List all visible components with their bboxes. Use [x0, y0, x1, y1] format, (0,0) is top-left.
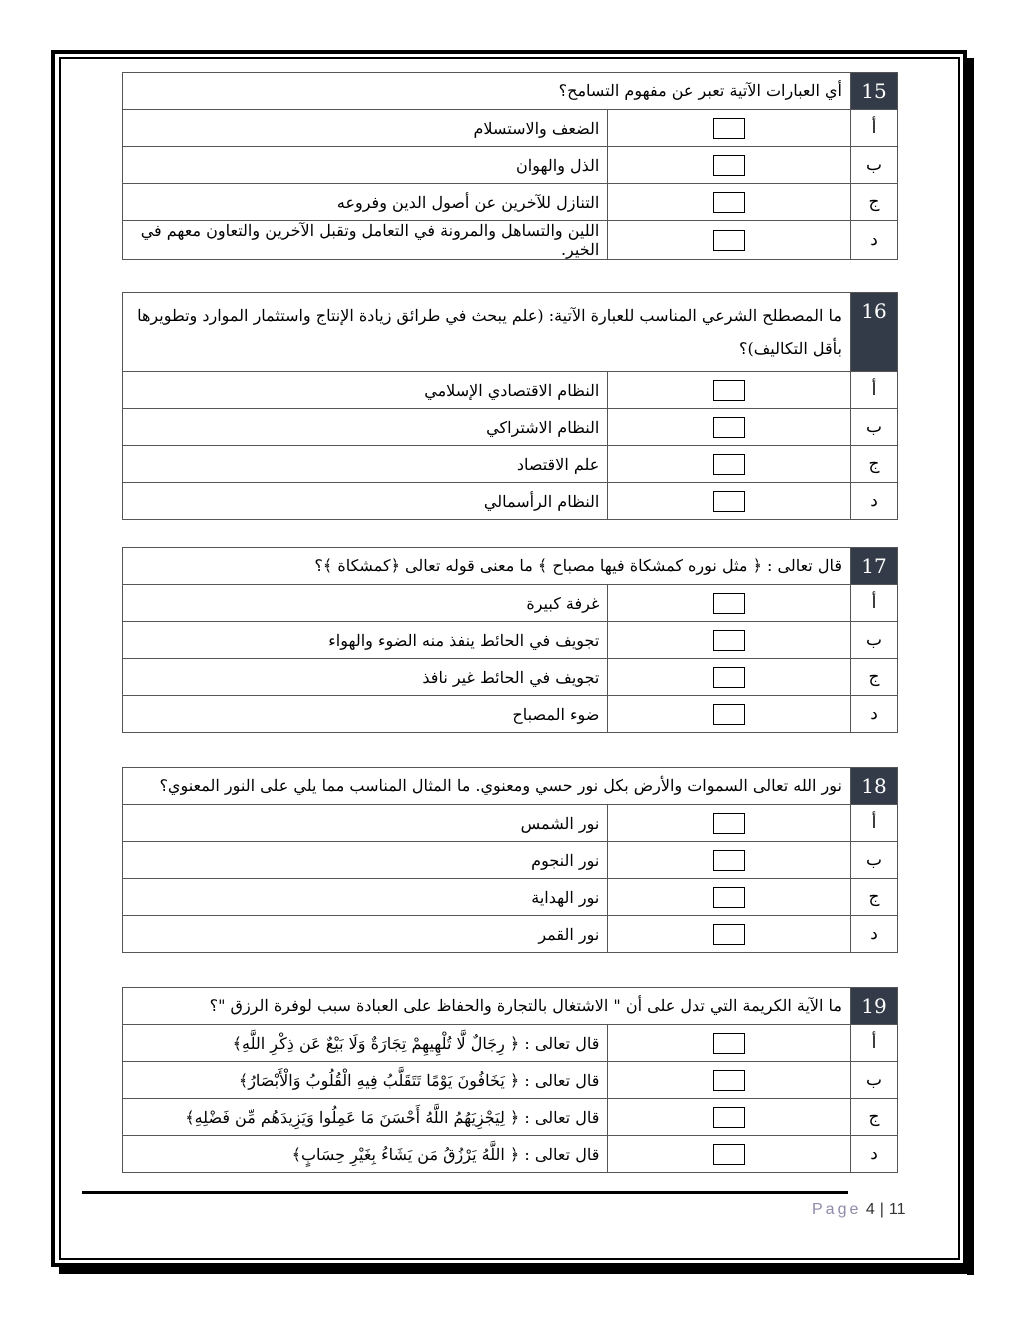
option-checkbox-cell[interactable] [608, 1099, 851, 1136]
option-text: ضوء المصباح [123, 696, 608, 733]
option-checkbox-cell[interactable] [608, 622, 851, 659]
option-letter: أ [851, 110, 898, 147]
answer-checkbox[interactable] [713, 1144, 745, 1165]
option-text: نور الشمس [123, 805, 608, 842]
question-16-table [122, 292, 898, 520]
option-row [123, 585, 898, 622]
question-header-row [123, 293, 898, 372]
answer-checkbox[interactable] [713, 1070, 745, 1091]
option-checkbox-cell[interactable] [608, 221, 851, 260]
question-18-table [122, 767, 898, 953]
question-text: أي العبارات الآتية تعبر عن مفهوم التسامح؟ [123, 73, 851, 110]
option-checkbox-cell[interactable] [608, 1062, 851, 1099]
option-checkbox-cell[interactable] [608, 696, 851, 733]
option-row [123, 805, 898, 842]
footer-divider [82, 1191, 848, 1194]
option-row [123, 1062, 898, 1099]
option-row [123, 483, 898, 520]
option-letter: أ [851, 805, 898, 842]
answer-checkbox[interactable] [713, 380, 745, 401]
option-letter: أ [851, 585, 898, 622]
answer-checkbox[interactable] [713, 704, 745, 725]
question-text: قال تعالى : ﴿ مثل نوره كمشكاة فيها مصباح ﴾ ما معنى قوله تعالى ﴿كمشكاة ﴾؟ [123, 548, 851, 585]
option-letter: ج [851, 879, 898, 916]
page-footer [812, 1201, 906, 1219]
option-row [123, 372, 898, 409]
answer-checkbox[interactable] [713, 1107, 745, 1128]
question-17-table [122, 547, 898, 733]
answer-checkbox[interactable] [713, 593, 745, 614]
option-row [123, 659, 898, 696]
question-number: 18 [851, 768, 898, 805]
option-checkbox-cell[interactable] [608, 1025, 851, 1062]
option-row [123, 1136, 898, 1173]
option-checkbox-cell[interactable] [608, 147, 851, 184]
option-text: قال تعالى : ﴿ لِيَجْزِيَهُمُ اللَّهُ أَحْسَنَ مَا عَمِلُوا وَيَزِيدَهُم مِّن فَضْلِهِ﴾ [123, 1099, 608, 1136]
total-pages: 11 [888, 1201, 906, 1218]
option-text: قال تعالى : ﴿ رِجَالٌ لَّا تُلْهِيهِمْ تِجَارَةٌ وَلَا بَيْعٌ عَن ذِكْرِ اللَّهِ﴾ [123, 1025, 608, 1062]
page-border-shadow-right [967, 58, 974, 1275]
question-number: 15 [851, 73, 898, 110]
option-checkbox-cell[interactable] [608, 842, 851, 879]
answer-checkbox[interactable] [713, 1033, 745, 1054]
option-text: التنازل للآخرين عن أصول الدين وفروعه [123, 184, 608, 221]
option-text: نور الهداية [123, 879, 608, 916]
option-letter: ب [851, 1062, 898, 1099]
answer-checkbox[interactable] [713, 491, 745, 512]
option-checkbox-cell[interactable] [608, 585, 851, 622]
option-checkbox-cell[interactable] [608, 372, 851, 409]
option-checkbox-cell[interactable] [608, 879, 851, 916]
option-row [123, 622, 898, 659]
option-letter: د [851, 916, 898, 953]
option-checkbox-cell[interactable] [608, 916, 851, 953]
option-letter: د [851, 696, 898, 733]
answer-checkbox[interactable] [713, 192, 745, 213]
option-text: اللين والتساهل والمرونة في التعامل وتقبل الآخرين والتعاون معهم في الخير. [123, 221, 608, 260]
option-row [123, 409, 898, 446]
answer-checkbox[interactable] [713, 230, 745, 251]
option-row [123, 221, 898, 260]
option-letter: د [851, 1136, 898, 1173]
option-text: قال تعالى : ﴿ اللَّهُ يَرْزُقُ مَن يَشَاءُ بِغَيْرِ حِسَابٍ﴾ [123, 1136, 608, 1173]
question-15-table [122, 72, 898, 260]
option-checkbox-cell[interactable] [608, 409, 851, 446]
question-header-row [123, 988, 898, 1025]
option-text: قال تعالى : ﴿ يَخَافُونَ يَوْمًا تَتَقَلَّبُ فِيهِ الْقُلُوبُ وَالْأَبْصَارُ﴾ [123, 1062, 608, 1099]
question-header-row [123, 548, 898, 585]
option-checkbox-cell[interactable] [608, 805, 851, 842]
option-text: غرفة كبيرة [123, 585, 608, 622]
answer-checkbox[interactable] [713, 417, 745, 438]
option-row [123, 879, 898, 916]
option-row [123, 110, 898, 147]
option-letter: ج [851, 659, 898, 696]
page-label: Page [812, 1201, 862, 1218]
option-row [123, 916, 898, 953]
question-number: 17 [851, 548, 898, 585]
option-text: النظام الاقتصادي الإسلامي [123, 372, 608, 409]
option-checkbox-cell[interactable] [608, 659, 851, 696]
option-letter: د [851, 483, 898, 520]
answer-checkbox[interactable] [713, 630, 745, 651]
page-border-shadow-bottom [59, 1267, 974, 1274]
question-number: 19 [851, 988, 898, 1025]
answer-checkbox[interactable] [713, 813, 745, 834]
question-19-table [122, 987, 898, 1173]
option-row [123, 147, 898, 184]
option-checkbox-cell[interactable] [608, 184, 851, 221]
option-text: نور النجوم [123, 842, 608, 879]
option-checkbox-cell[interactable] [608, 483, 851, 520]
option-text: النظام الاشتراكي [123, 409, 608, 446]
option-text: تجويف في الحائط غير نافذ [123, 659, 608, 696]
option-row [123, 1099, 898, 1136]
option-checkbox-cell[interactable] [608, 1136, 851, 1173]
option-row [123, 842, 898, 879]
option-letter: ب [851, 409, 898, 446]
option-checkbox-cell[interactable] [608, 446, 851, 483]
question-number: 16 [851, 293, 898, 372]
option-row [123, 696, 898, 733]
question-text: ما المصطلح الشرعي المناسب للعبارة الآتية: (علم يبحث في طرائق زيادة الإنتاج واستثمار الموارد وتطويرها بأقل التكاليف)؟ [123, 293, 851, 372]
page-separator: | [879, 1201, 884, 1218]
option-letter: ج [851, 184, 898, 221]
option-text: الذل والهوان [123, 147, 608, 184]
option-text: الضعف والاستسلام [123, 110, 608, 147]
option-letter: ب [851, 622, 898, 659]
answer-checkbox[interactable] [713, 155, 745, 176]
option-row [123, 184, 898, 221]
option-letter: ج [851, 446, 898, 483]
answer-checkbox[interactable] [713, 118, 745, 139]
current-page-number: 4 [865, 1201, 875, 1218]
answer-checkbox[interactable] [713, 850, 745, 871]
question-header-row [123, 73, 898, 110]
option-letter: ب [851, 147, 898, 184]
answer-checkbox[interactable] [713, 924, 745, 945]
option-row [123, 446, 898, 483]
answer-checkbox[interactable] [713, 887, 745, 908]
option-letter: د [851, 221, 898, 260]
option-text: النظام الرأسمالي [123, 483, 608, 520]
question-text: ما الآية الكريمة التي تدل على أن " الاشتغال بالتجارة والحفاظ على العبادة سبب لوفرة الرزق "؟ [123, 988, 851, 1025]
option-letter: ج [851, 1099, 898, 1136]
option-row [123, 1025, 898, 1062]
question-text: نور الله تعالى السموات والأرض بكل نور حسي ومعنوي. ما المثال المناسب مما يلي على النور المعنوي؟ [123, 768, 851, 805]
option-letter: أ [851, 1025, 898, 1062]
option-letter: أ [851, 372, 898, 409]
option-text: علم الاقتصاد [123, 446, 608, 483]
option-checkbox-cell[interactable] [608, 110, 851, 147]
answer-checkbox[interactable] [713, 454, 745, 475]
question-header-row [123, 768, 898, 805]
option-letter: ب [851, 842, 898, 879]
option-text: نور القمر [123, 916, 608, 953]
option-text: تجويف في الحائط ينفذ منه الضوء والهواء [123, 622, 608, 659]
answer-checkbox[interactable] [713, 667, 745, 688]
